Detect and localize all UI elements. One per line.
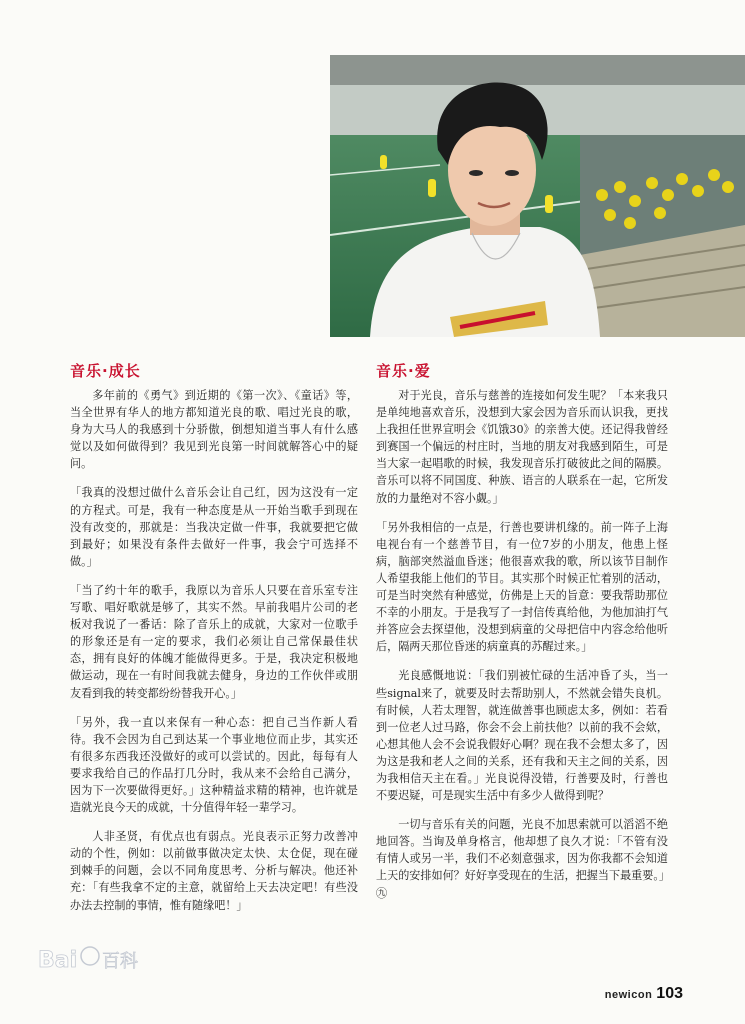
section-heading-music-growth: 音乐·成长 (70, 362, 141, 380)
quote-paragraph: 「当了约十年的歌手，我原以为音乐人只要在音乐室专注写歌、唱好歌就是够了，其实不然。早前我唱片公司的老板对我说了一番话：除了音乐上的成就，大家对一位歌手的形象还是有一定的要求，我们必须让自己常保最佳状态，拥有良好的体魄才能做得更多。于是，我决定积极地做运动，现在一有时间我就去健身，身边的工作伙伴或朋友看到我的转变都纷纷替我开心。」 (70, 583, 358, 700)
right-column (376, 360, 668, 914)
left-column (70, 360, 358, 926)
closing-paragraph-text: 一切与音乐有关的问题，光良不加思索就可以滔滔不绝地回答。当询及单身格言，他却想了良久才说：「不管有没有情人或另一半，我们不必刻意强求，因为你我都不会知道上天的安排如何？好好享受现在的生活，把握当下最重要。」 (376, 818, 670, 883)
article-paragraph (376, 816, 668, 901)
quote-paragraph: 「另外，我一直以来保有一种心态：把自己当作新人看待。我不会因为自己到达某一个事业地位而止步，其实还有很多东西我还没做好的或可以尝试的。因此，每每有人要求我给自己的作品打几分时，我从来不会给自己满分，因为下一次要做得更好。」这种精益求精的精神，也许就是造就光良今天的成就，十分值得年轻一辈学习。 (70, 715, 358, 815)
magazine-brand: newicon (604, 989, 653, 1001)
quote-paragraph: 「我真的没想过做什么音乐会让自己红，因为这没有一定的方程式。可是，我有一种态度是从一开始当歌手到现在没有改变的，那就是：当我决定做一件事，我就要把它做到最好；如果没有条件去做好一件事，我会宁可选择不做。」 (70, 486, 358, 568)
svg-text:百科: 百科 (102, 951, 138, 972)
page-number: 103 (656, 985, 683, 1002)
end-mark-icon: ㊈ (376, 886, 388, 900)
article-paragraph: 光良感慨地说：「我们别被忙碌的生活冲昏了头，当一些signal来了，就要及时去帮助别人，不然就会错失良机。有时候，人若太理智，就连做善事也顾虑太多，例如：若看到一位老人过马路，你会不会上前扶他？以前的我不会欸，心想其他人会不会说我假好心啊？现在我不会想太多了，因为这是我和老人之间的关系，还有我和天主之间的关系，因为我相信天主在看。」光良说得没错，行善要及时，行善也不要迟疑，可是现实生活中有多少人做得到呢？ (376, 669, 668, 803)
article-paragraph: 多年前的《勇气》到近期的《第一次》、《童话》等，当全世界有华人的地方都知道光良的歌、唱过光良的歌，身为大马人的我感到十分骄傲，倒想知道当事人有什么感觉以及如何做得到？我见到光良第一时间就解答心中的疑问。 (70, 389, 358, 471)
page-footer (605, 985, 683, 1003)
stadium-portrait-image (330, 55, 745, 337)
svg-text:Bai: Bai (38, 948, 78, 973)
article-paragraph: 对于光良，音乐与慈善的连接如何发生呢？「本来我只是单纯地喜欢音乐，没想到大家会因为音乐而认识我，更找上我担任世界宣明会《饥饿30》的亲善大使。还记得我曾经到赛国一个偏远的村庄时，当地的朋友对我感到陌生，可是当大家一起唱歌的时候，我发现音乐打破彼此之间的隔膜。音乐可以将不同国度、种族、语言的人联系在一起，它所发放的力量绝对不容小觑。」 (376, 389, 668, 505)
section-heading-music-love: 音乐·爱 (376, 362, 431, 380)
article-paragraph: 人非圣贤，有优点也有弱点。光良表示正努力改善冲动的个性，例如：以前做事做决定太快、太仓促，现在碰到棘手的问题，会以不同角度思考、分析与解决。他还补充：「有些我拿不定的主意，就留给上天去决定吧！有些没办法去控制的事情，惟有随缘吧！」 (70, 830, 358, 912)
quote-paragraph: 「另外我相信的一点是，行善也要讲机缘的。前一阵子上海电视台有一个慈善节目，有一位7岁的小朋友，他患上怪病，脑部突然溢血昏迷；他很喜欢我的歌，所以该节目制作人希望我能上他们的节目。其实那个时候正忙着别的活动，可是当时突然有种感觉，仿佛是上天的旨意：要我帮助那位不幸的小朋友。于是我写了一封信传真给他，为他加油打气并答应会去探望他，没想到病童的父母把信中内容念给他听后，隔两天那位昏迷的病童真的苏醒过来。」 (376, 520, 668, 654)
baidu-watermark-logo (38, 940, 178, 976)
cover-photo (330, 55, 745, 337)
